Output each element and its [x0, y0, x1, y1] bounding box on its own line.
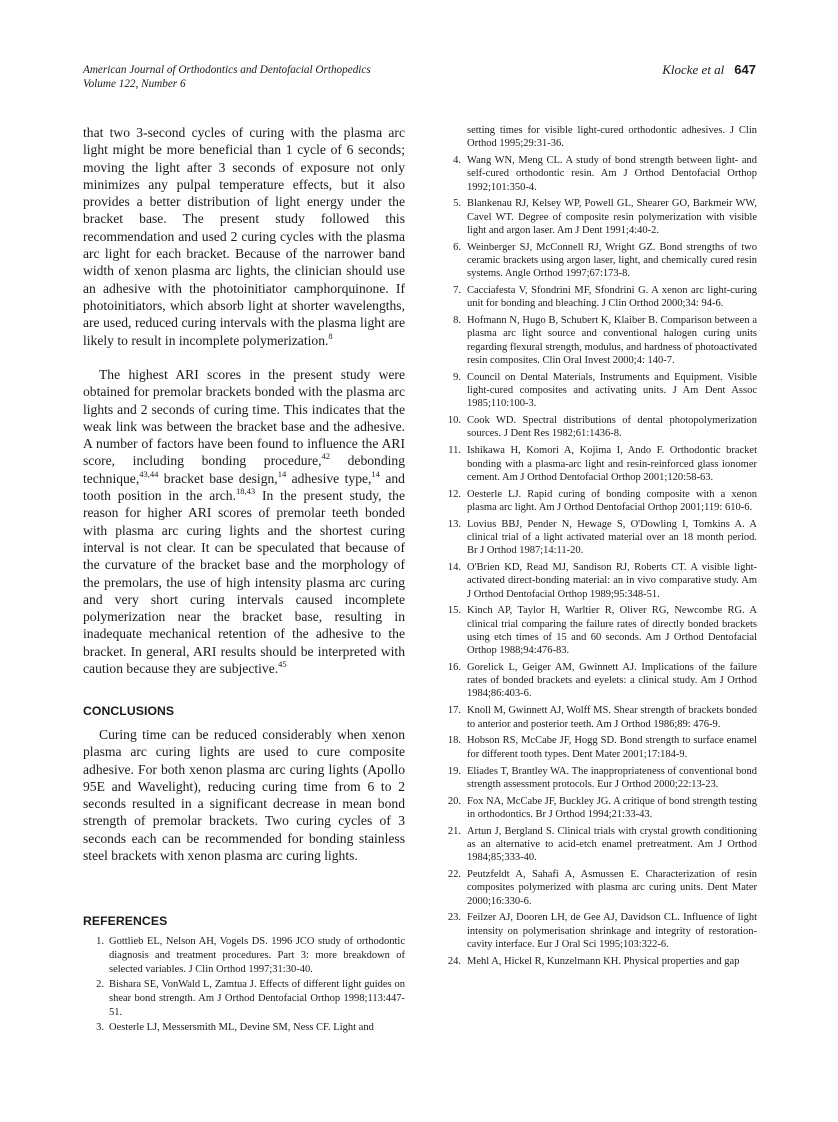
reference-text: Knoll M, Gwinnett AJ, Wolff MS. Shear strength of brackets bonded to anterior and posterior teeth. Am J Orthod 1986;89: 476-9.	[467, 705, 757, 730]
reference-item	[440, 661, 757, 701]
reference-text: Gottlieb EL, Nelson AH, Vogels DS. 1996 JCO study of orthodontic diagnosis and treatment procedures. Part 3: more breakdown of selected variables. J Clin Orthod 1997;31:30-40.	[109, 936, 405, 975]
reference-text: setting times for visible light-cured orthodontic adhesives. J Clin Orthod 1995;29:31-36.	[467, 125, 757, 150]
citation-superscript: 45	[278, 659, 287, 670]
reference-item	[440, 704, 757, 731]
paragraph-text: adhesive type,	[286, 470, 372, 486]
journal-volume: Volume 122, Number 6	[83, 78, 186, 90]
reference-item	[440, 124, 757, 151]
reference-text: Blankenau RJ, Kelsey WP, Powell GL, Shearer GO, Barkmeir WW, Cavel WT. Degree of composite resin polymerization with visible light and argon laser. Am J Dent 1991;4:40-2.	[467, 198, 757, 236]
reference-number: 5.	[453, 198, 461, 210]
running-header-right	[662, 62, 756, 78]
reference-item	[440, 765, 757, 792]
reference-item	[440, 825, 757, 865]
paragraph-text: The highest ARI scores in the present study were obtained for premolar brackets bonded with the plasma arc lights and 2 seconds of curing time. This indicates that the weak link was between the bracket base and the adhesive. A number of factors have been found to influence the ARI score, including bonding procedure,	[83, 367, 405, 469]
reference-number: 8.	[453, 315, 461, 327]
reference-number: 13.	[447, 518, 461, 530]
reference-item	[440, 488, 757, 515]
conclusions-paragraph: Curing time can be reduced considerably when xenon plasma arc curing lights are used to cure composite adhesive. For both xenon plasma arc curing lights (Apollo 95E and Wavelight), reducing curing time from 6 to 2 seconds resulted in a significant decrease in mean bond strength of premolar brackets. Two curing cycles of 3 seconds each can be recommended for bonding stainless steel brackets with xenon plasma arc curing lights.	[83, 727, 405, 864]
paragraph-text: and tooth position in the arch.	[83, 470, 405, 504]
paragraph-text: that two 3-second cycles of curing with the plasma arc light might be more beneficial than 1 cycle of 6 seconds; moving the light after 3 seconds of exposure not only minimizes any pulpal temperature effects, but it also provides a better distribution of light energy under the bracket base. The present study followed this recommendation and used 2 curing cycles with the plasma arc light for each bracket. Because of the narrower band width of xenon plasma arc lights, the clinician should use an adhesive with the photoinitiator camphorquinone. If photoinitiators, which absorb light at shorter wavelengths, are used, reduced curing intervals with the plasma light are likely to result in incomplete polymerization.	[83, 125, 405, 348]
reference-number: 1.	[96, 936, 104, 947]
reference-text: Fox NA, McCabe JF, Buckley JG. A critique of bond strength testing in orthodontics. Br J Orthod 1994;21:33-43.	[467, 795, 757, 820]
reference-text: Feilzer AJ, Dooren LH, de Gee AJ, Davidson CL. Influence of light intensity on polymerisation shrinkage and integrity of restoration-cavity interface. Eur J Oral Sci 1995;103:322-6.	[467, 912, 757, 950]
reference-text: O'Brien KD, Read MJ, Sandison RJ, Roberts CT. A visible light-activated direct-bonding material: an in vivo comparative study. Am J Orthod Dentofacial Orthop 1989;95:348-51.	[467, 562, 757, 600]
reference-text: Artun J, Bergland S. Clinical trials with crystal growth conditioning as an alternative to acid-etch enamel pretreatment. Am J Orthod 1984;85;333-40.	[467, 825, 757, 864]
reference-item	[440, 197, 757, 237]
reference-text: Ishikawa H, Komori A, Kojima I, Ando F. Orthodontic bracket bonding with a plasma-arc light and resin-reinforced glass ionomer cement. Am J Orthod Dentofacial Orthop 2001;120:58-63.	[467, 445, 757, 483]
reference-number: 3.	[96, 1022, 104, 1034]
reference-number: 7.	[453, 285, 461, 297]
reference-item	[440, 314, 757, 367]
reference-text: Council on Dental Materials, Instruments and Equipment. Visible light-cured composites and activating units. J Am Dent Assoc 1985;110:100-3.	[467, 371, 757, 410]
citation-superscript: 18,43	[236, 486, 256, 497]
citation-superscript: 8	[328, 330, 333, 341]
body-paragraph	[83, 366, 405, 677]
reference-number: 22.	[447, 869, 461, 881]
reference-item	[440, 371, 757, 411]
citation-superscript: 43,44	[139, 468, 159, 479]
reference-number: 17.	[447, 705, 461, 717]
reference-number: 16.	[447, 661, 461, 673]
reference-number: 24.	[447, 955, 461, 967]
reference-item	[440, 868, 757, 908]
reference-item	[440, 241, 757, 281]
reference-item	[440, 604, 757, 657]
reference-text: Mehl A, Hickel R, Kunzelmann KH. Physical properties and gap	[467, 955, 740, 967]
reference-text: Hobson RS, McCabe JF, Hogg SD. Bond strength to surface enamel for different tooth types. Dent Mater 2001;17:184-9.	[467, 735, 757, 760]
reference-number: 18.	[447, 735, 461, 747]
reference-item	[83, 978, 405, 1020]
reference-text: Eliades T, Brantley WA. The inappropriateness of conventional bond strength assessment protocols. Eur J Orthod 2000;22:13-23.	[467, 765, 757, 790]
reference-item	[83, 935, 405, 977]
reference-list-right	[440, 124, 757, 972]
reference-text: Peutzfeldt A, Sahafi A, Asmussen E. Characterization of resin composites polymerized with plasma arc curing units. Dent Mater 2000;16:330-6.	[467, 869, 757, 907]
reference-item	[440, 518, 757, 558]
reference-item	[440, 795, 757, 822]
citation-superscript: 14	[371, 468, 380, 479]
reference-number: 6.	[453, 241, 461, 253]
paragraph-text: debonding technique,	[83, 453, 405, 486]
reference-number: 15.	[447, 605, 461, 617]
running-authors: Klocke et al	[662, 62, 725, 77]
page-number: 647	[734, 62, 756, 77]
reference-number: 14.	[447, 562, 461, 574]
reference-item	[440, 444, 757, 484]
reference-item	[440, 734, 757, 761]
reference-number: 2.	[96, 979, 104, 991]
conclusions-heading: CONCLUSIONS	[83, 704, 175, 718]
reference-text: Cook WD. Spectral distributions of dental photopolymerization sources. J Dent Res 1982;61:1436-8.	[467, 415, 757, 440]
reference-item	[440, 284, 757, 311]
reference-text: Lovius BBJ, Pender N, Hewage S, O'Dowling I, Tomkins A. A clinical trial of a light activated material over an 18 month period. Br J Orthod 1987;14:11-20.	[467, 518, 757, 557]
reference-number: 9.	[453, 371, 461, 383]
paragraph-text: In the present study, the reason for higher ARI scores of premolar teeth bonded with plasma arc curing lights and the shortest curing interval is not clear. It can be speculated that because of the curvature of the bracket base and the morphology of the premolars, the use of high intensity plasma arc curing and very short curing intervals caused incomplete polymerization near the bracket base, resulting in inadequate mechanical retention of the adhesive to the bracket. In general, ARI results should be interpreted with caution because they are subjective.	[83, 488, 405, 677]
reference-number: 4.	[453, 155, 461, 167]
reference-text: Gorelick L, Geiger AM, Gwinnett AJ. Implications of the failure rates of bonded brackets and eyelets: a clinical study. Am J Orthod 1984;86:403-6.	[467, 661, 757, 700]
reference-number: 12.	[447, 488, 461, 500]
reference-text: Kinch AP, Taylor H, Warltier R, Oliver RG, Newcombe RG. A clinical trial comparing the failure rates of directly bonded brackets using etch times of 15 and 60 seconds. Am J Orthod Dentofacial Orthop 1988;94:476-83.	[467, 605, 757, 657]
reference-item	[440, 154, 757, 194]
references-heading: REFERENCES	[83, 914, 168, 928]
reference-item	[83, 1021, 405, 1035]
reference-text: Hofmann N, Hugo B, Schubert K, Klaiber B. Comparison between a plasma arc light source and conventional halogen curing units regarding flexural strength, modulus, and hardness of photoactivated resin composites. Clin Oral Invest 2000;4: 140-7.	[467, 315, 757, 366]
reference-text: Oesterle LJ, Messersmith ML, Devine SM, Ness CF. Light and	[109, 1022, 374, 1034]
reference-text: Cacciafesta V, Sfondrini MF, Sfondrini G. A xenon arc light-curing unit for bonding and bleaching. J Clin Orthod 2000;34: 94-6.	[467, 285, 757, 310]
reference-number: 11.	[448, 445, 461, 457]
reference-item	[440, 561, 757, 601]
reference-text: Bishara SE, VonWald L, Zamtua J. Effects of different light guides on shear bond strength. Am J Orthod Dentofacial Orthop 1998;113:447-51.	[109, 979, 405, 1019]
reference-item	[440, 414, 757, 441]
journal-title: American Journal of Orthodontics and Dentofacial Orthopedics	[83, 64, 371, 76]
reference-text: Weinberger SJ, McConnell RJ, Wright GZ. Bond strengths of two ceramic brackets using argon laser, light, and chemically cured resin systems. Angle Orthod 1997;67:173-8.	[467, 241, 757, 280]
reference-number: 23.	[447, 912, 461, 924]
reference-number: 10.	[447, 415, 461, 427]
reference-item	[440, 955, 757, 968]
running-header-journal	[83, 63, 371, 91]
reference-list-left	[83, 935, 405, 1036]
reference-text: Wang WN, Meng CL. A study of bond strength between light- and self-cured orthodontic resin. Am J Orthod Dentofacial Orthop 1992;101:350-4.	[467, 155, 757, 193]
reference-number: 20.	[447, 795, 461, 807]
citation-superscript: 14	[277, 468, 287, 479]
body-paragraph	[83, 124, 405, 349]
reference-item	[440, 911, 757, 951]
paragraph-text: bracket base design,	[158, 470, 278, 486]
citation-superscript: 42	[321, 451, 331, 462]
reference-number: 21.	[447, 825, 461, 837]
reference-text: Oesterle LJ. Rapid curing of bonding composite with a xenon plasma arc light. Am J Orthod Dentofacial Orthop 2001;119: 610-6.	[467, 488, 757, 513]
reference-number: 19.	[447, 765, 461, 777]
